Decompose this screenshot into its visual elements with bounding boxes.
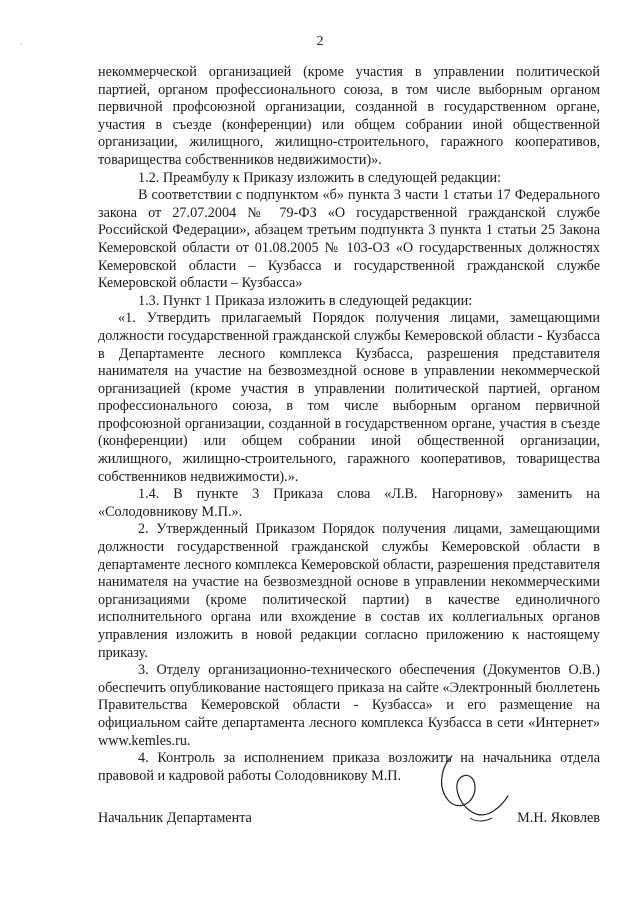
- paragraph-1-3: 1.3. Пункт 1 Приказа изложить в следующей редакции:: [138, 292, 473, 309]
- paragraph-2: 2. Утвержденный Приказом Порядок получения лицами, замещающими должности государственной гражданской службы Кемеровской области в департаменте лесного комплекса Кемеровской области, разрешения представителя нанимателя на участие на безвозмездной основе в управлении некоммерческими организациями (кроме политической партии) в качестве единоличного исполнительного органа или вхождение в состав их коллегиальных органов управления изложить в новой редакции согласно приложению к настоящему приказу.: [98, 521, 600, 661]
- paragraph-4: 4. Контроль за исполнением приказа возложить на начальника отдела правовой и кадровой работы Солодовникову М.П.: [98, 750, 600, 784]
- page-number: 2: [316, 34, 324, 49]
- signatory-title: Начальник Департамента: [98, 810, 252, 826]
- paragraph-1-4: 1.4. В пункте 3 Приказа слова «Л.В. Нагорнову» заменить на «Солодовникову М.П.».: [98, 486, 600, 520]
- paragraph-continuation: некоммерческой организацией (кроме участия в управлении политической партией, органом профессионального союза, в том числе выборным органом первичной профсоюзной организации, созданной в государственном органе, участия в съезде (конференции) или общем собрании иной общественной организации, жилищного, жилищно-строительного, гаражного кооперативов, товарищества собственников недвижимости)».: [98, 64, 600, 168]
- paragraph-preamble: В соответствии с подпунктом «б» пункта 3 части 1 статьи 17 Федерального закона от 27.07.2004 № 79-ФЗ «О государственной гражданской службе Российской Федерации», абзацем третьим подпункта 3 пункта 1 статьи 25 Закона Кемеровской области от 01.08.2005 № 103-ОЗ «О государственных должностях Кемеровской области – Кузбасса и государственной гражданской службе Кемеровской области – Кузбасса»: [98, 187, 600, 292]
- scan-artifact: ·: [20, 40, 23, 49]
- paragraph-1-2: 1.2. Преамбулу к Приказу изложить в следующей редакции:: [138, 169, 502, 186]
- paragraph-point-1: «1. Утвердить прилагаемый Порядок получения лицами, замещающими должности государственной гражданской службы Кемеровской области - Кузбасса в Департаменте лесного комплекса Кузбасса, разрешения представителя нанимателя на участие на безвозмездной основе в управлении некоммерческой организацией (кроме участия в управлении политической партией, органом профессионального союза, в том числе выборным органом первичной профсоюзной организации, созданной в государственном органе, участия в съезде (конференции) или общем собрании иной общественной организации, жилищного, жилищно-строительного, гаражного кооперативов, товарищества собственников недвижимости).».: [98, 310, 600, 485]
- handwritten-signature: [430, 748, 520, 828]
- paragraph-3: 3. Отделу организационно-технического обеспечения (Документов О.В.) обеспечить опубликование настоящего приказа на сайте «Электронный бюллетень Правительства Кемеровской области - Кузбасса» и его размещение на официальном сайте департамента лесного комплекса Кузбасса в сети «Интернет» www.kemles.ru.: [98, 662, 600, 749]
- document-body: [98, 64, 600, 785]
- signatory-name: М.Н. Яковлев: [517, 810, 600, 826]
